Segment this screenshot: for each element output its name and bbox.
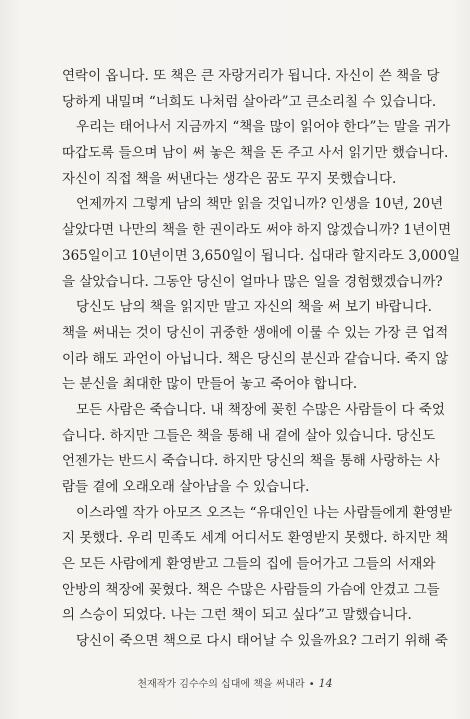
text-line: 이라 해도 과언이 아닙니다. 책은 당신의 분신과 같습니다. 죽지 않 — [62, 350, 449, 367]
text-line: 책을 써내는 것이 당신이 귀중한 생애에 이룰 수 있는 가장 큰 업적 — [62, 324, 449, 341]
running-title: 천재작가 김수수의 십대에 책을 써내라 — [137, 679, 305, 690]
text-line: 우리는 태어나서 지금까지 “책을 많이 읽어야 한다”는 말을 귀가 — [76, 119, 451, 136]
page-number: 14 — [318, 677, 333, 690]
text-line: 람들 곁에 오래오래 살아남을 수 있습니다. — [62, 479, 310, 495]
text-line: 따갑도록 들으며 남이 써 놓은 책을 돈 주고 사서 읽기만 했습니다. — [62, 145, 449, 162]
text-line: 모든 사람은 죽습니다. 내 책장에 꽂힌 수많은 사람들이 다 죽었 — [76, 401, 445, 418]
text-line: 을 살았습니다. 그동안 당신이 얼마나 많은 일을 경험했겠습니까? — [62, 273, 443, 290]
text-line: 당신이 죽으면 책으로 다시 태어날 수 있을까요? 그러기 위해 죽 — [76, 633, 448, 650]
text-line: 는 분신을 최대한 많이 만들어 놓고 죽어야 합니다. — [62, 376, 358, 393]
text-line: 365일이고 10년이면 3,650일이 됩니다. 십대라 할지라도 3,000일 — [62, 247, 461, 264]
text-line: 은 모든 사람에게 환영받고 그들의 집에 들어가고 그들의 서재와 — [62, 556, 436, 573]
text-line: 당신도 남의 책을 읽지만 말고 자신의 책을 써 보기 바랍니다. — [76, 299, 432, 316]
text-line: 언제까지 그렇게 남의 책만 읽을 것입니까? 인생을 10년, 20년 — [76, 196, 444, 213]
text-line: 의 스승이 되었다. 나는 그런 책이 되고 싶다”고 말했습니다. — [62, 607, 412, 624]
text-line: 언젠가는 반드시 죽습니다. 하지만 당신의 책을 통해 사랑하는 사 — [62, 453, 440, 470]
text-line: 이스라엘 작가 아모즈 오즈는 “유대인인 나는 사람들에게 환영받 — [76, 504, 453, 521]
text-line: 당하게 내밀며 “너희도 나처럼 살아라”고 큰소리칠 수 있습니다. — [62, 93, 437, 110]
footer-separator: • — [308, 679, 315, 690]
text-line: 살았다면 나만의 책을 한 권이라도 써야 하지 않겠습니까? 1년이면 — [62, 222, 452, 239]
text-line: 지 못했다. 우리 민족도 세계 어디서도 환영받지 못했다. 하지만 책 — [62, 530, 449, 547]
text-line: 습니다. 하지만 그들은 책을 통해 내 곁에 살아 있습니다. 당신도 — [62, 427, 436, 444]
text-line: 연락이 옵니다. 또 책은 큰 자랑거리가 됩니다. 자신이 쓴 책을 당 — [62, 68, 440, 84]
page-footer — [0, 675, 470, 690]
text-line: 자신이 직접 책을 써낸다는 생각은 꿈도 꾸지 못했습니다. — [62, 170, 397, 187]
body-text — [62, 64, 461, 655]
text-line: 안방의 책장에 꽂혔다. 책은 수많은 사람들의 가슴에 안겼고 그들 — [62, 581, 440, 598]
